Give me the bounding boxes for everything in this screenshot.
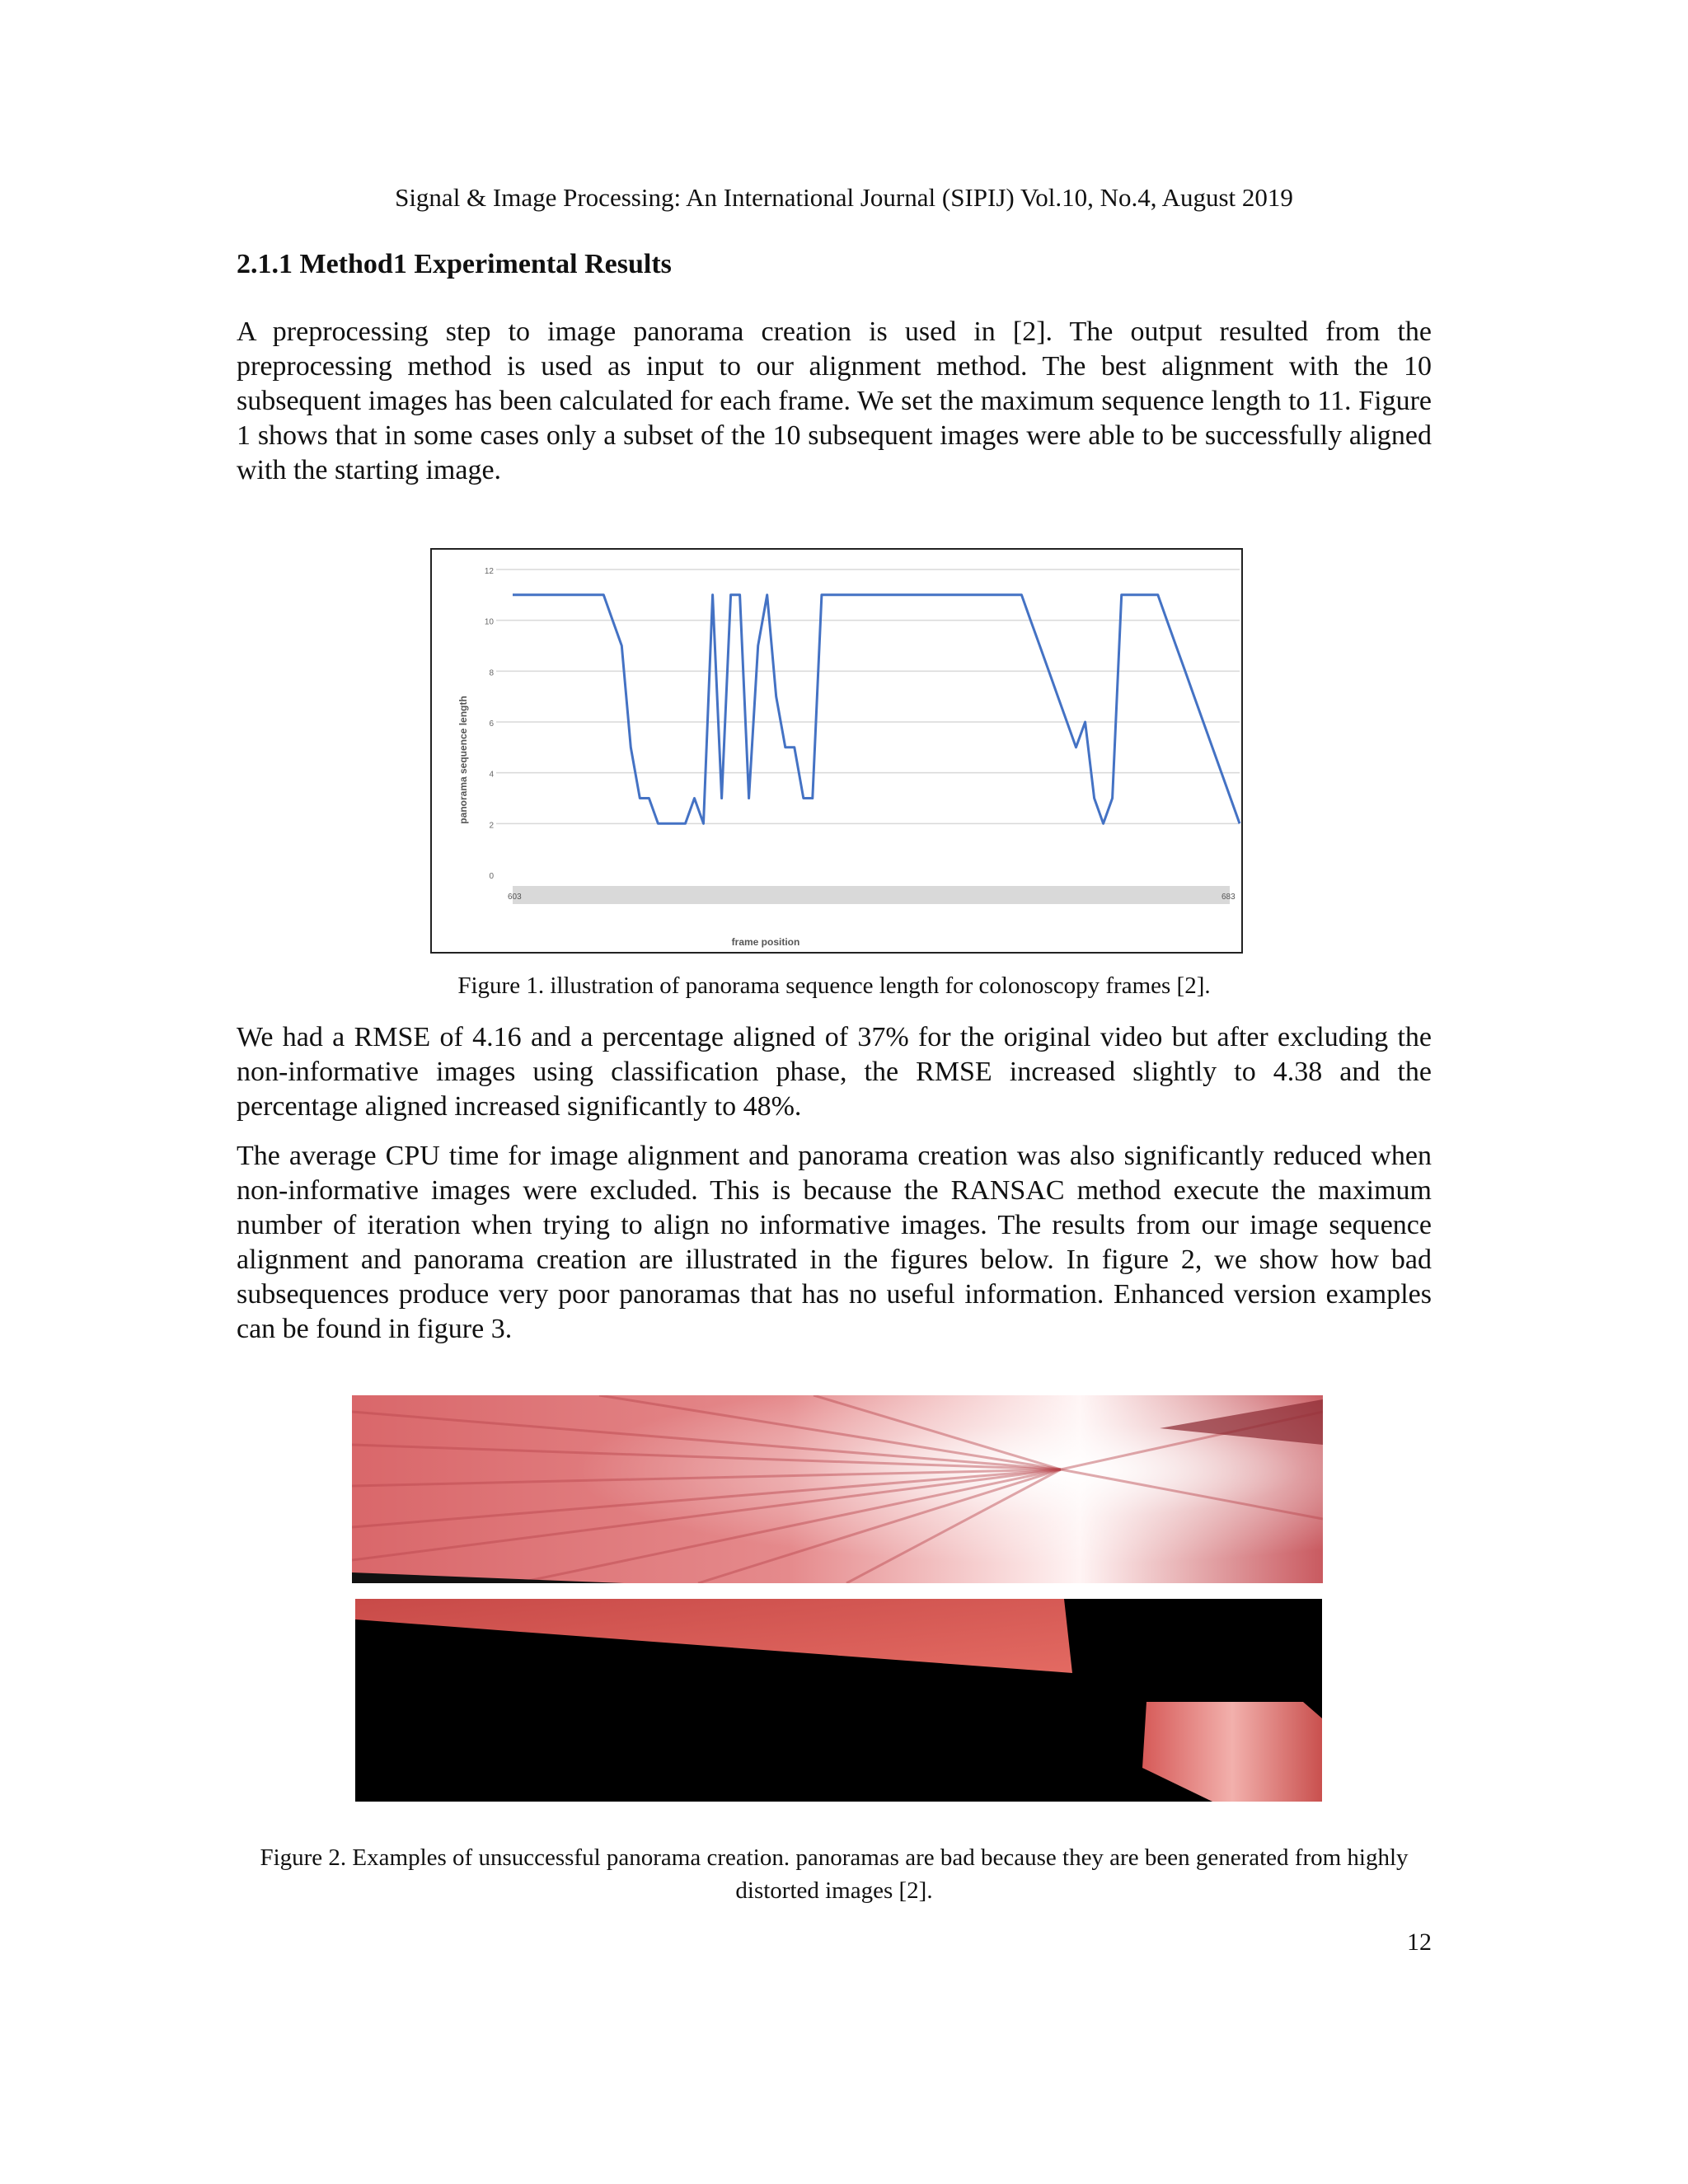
y-tick-label: 2: [489, 821, 494, 831]
figure-1-chart: [430, 548, 1243, 954]
page-number: 12: [1407, 1929, 1432, 1956]
x-axis-scroll-band: [513, 886, 1230, 904]
section-title: 2.1.1 Method1 Experimental Results: [237, 249, 672, 279]
figure-1-caption: Figure 1. illustration of panorama sequence length for colonoscopy frames [2].: [457, 972, 1211, 999]
y-tick-label: 10: [484, 617, 494, 627]
y-tick-label: 12: [484, 567, 494, 576]
y-tick-label: 6: [489, 719, 494, 729]
paragraph-1: A preprocessing step to image panorama creation is used in [2]. The output resulted from the preprocessing method is used as input to our alignment method. The best alignment with the 10 subsequent images has been calculated for each frame. We set the maximum sequence length to 11. Figure 1 shows that in some cases only a subset of the 10 subsequent images were able to be successfully aligned with the starting image.: [237, 316, 1432, 485]
journal-header: Signal & Image Processing: An International Journal (SIPIJ) Vol.10, No.4, August 2019: [395, 183, 1293, 212]
x-range-label-start: 603: [508, 893, 522, 902]
figure-2-caption: Figure 2. Examples of unsuccessful panorama creation. panoramas are bad because they are been generated from highly distorted images [2].: [260, 1844, 1409, 1904]
paragraph-3: The average CPU time for image alignment and panorama creation was also significantly reduced when non-informative images were excluded. This is because the RANSAC method execute the maximum number of iteration when trying to align no informative images. The results from our image sequence alignment and panorama creation are illustrated in the figures below. In figure 2, we show how bad subsequences produce very poor panoramas that has no useful information. Enhanced version examples can be found in figure 3.: [237, 1141, 1432, 1344]
line-chart: [432, 550, 1241, 952]
x-range-label-end: 683: [1221, 893, 1236, 902]
y-tick-label: 0: [489, 872, 494, 881]
panorama-image-2: [355, 1599, 1322, 1802]
y-axis-label: panorama sequence length: [457, 696, 469, 824]
y-tick-label: 8: [489, 668, 494, 678]
series-line: [513, 595, 1240, 824]
paragraph-2: We had a RMSE of 4.16 and a percentage aligned of 37% for the original video but after excluding the non-informative images using classification phase, the RMSE increased slightly to 4.38 and the percentage aligned increased significantly to 48%.: [237, 1022, 1432, 1122]
panorama-image-1: [352, 1395, 1323, 1583]
y-tick-label: 4: [489, 770, 494, 780]
x-axis-label: frame position: [731, 936, 800, 948]
